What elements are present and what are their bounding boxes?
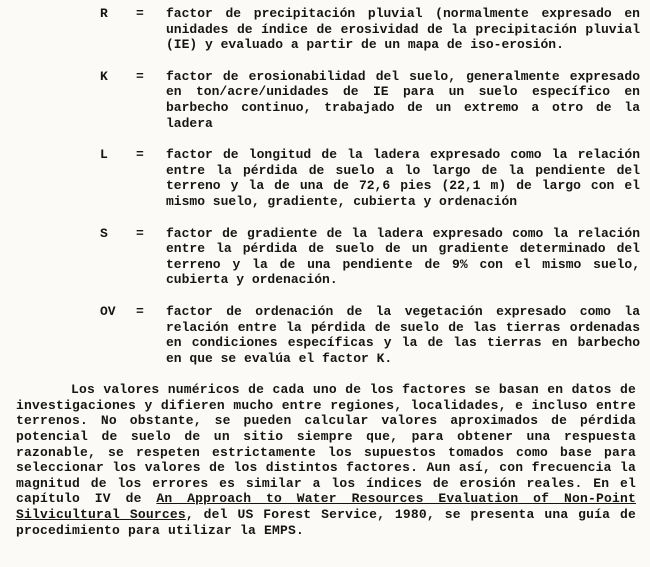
equals-sign: = [136, 6, 144, 21]
equals-sign: = [136, 147, 144, 163]
definition-row-r [100, 6, 650, 53]
definition-text: factor de gradiente de la ladera expresado como la relación entre la pérdida de suelo de un gradiente determinado del terreno y la de una pendiente de 9% con el mismo suelo, cubierta y ordenación. [166, 225, 640, 288]
definition-text: factor de longitud de la ladera expresado como la relación entre la pérdida de suelo a lo largo de la pendiente del terreno y la de una de 72,6 pies (22,1 m) de largo con el mismo suelo, gradiente, cubierta y ordenación [166, 147, 640, 209]
definition-term: K [100, 68, 108, 84]
definition-term: R [100, 6, 108, 21]
factor-definition-list [16, 6, 650, 366]
definition-text: factor de erosionabilidad del suelo, generalmente expresado en ton/acre/unidades de IE para un suelo específico en barbecho continuo, trabajado de un extremo a otro de la ladera [166, 68, 640, 131]
definition-text: factor de ordenación de la vegetación expresado como la relación entre la pérdida de suelo de las tierras ordenadas en condiciones específicas y la de las tierras en barbecho en que se evalúa el factor K. [166, 303, 640, 366]
body-paragraph [16, 382, 636, 538]
equals-sign: = [136, 225, 144, 241]
paragraph-text-before: Los valores numéricos de cada uno de los factores se basan en datos de investigaciones y difieren mucho entre regiones, localidades, e incluso entre terrenos. No obstante, se pueden calcular valores aproximados de pérdida potencial de suelo de un sitio siempre que, para obtener una respuesta razonable, se respeten estrictamente los supuestos tomados como base para seleccionar los valores de los distintos factores. Aun así, con frecuencia la magnitud de los errores es similar a los índices de erosión reales. En el capítulo IV de [16, 382, 636, 507]
definition-row-s [100, 226, 650, 288]
book-title-underlined: An Approach to Water Resources Evaluation of Non-Point Silvicultural Sources [16, 491, 636, 523]
definition-term: OV [100, 303, 116, 319]
definition-row-l [100, 147, 650, 209]
definition-term: S [100, 225, 108, 241]
definition-row-ov [100, 304, 650, 366]
paragraph-text-after: , del US Forest Service, 1980, se presenta una guía de procedimiento para utilizar la EMPS. [16, 507, 636, 538]
equals-sign: = [136, 303, 144, 319]
definition-row-k [100, 69, 650, 131]
definition-term: L [100, 147, 108, 163]
equals-sign: = [136, 68, 144, 84]
document-page [16, 6, 650, 538]
definition-text: factor de precipitación pluvial (normalmente expresado en unidades de índice de erosividad de la precipitación pluvial (IE) y evaluado a partir de un mapa de iso-erosión. [166, 6, 640, 53]
